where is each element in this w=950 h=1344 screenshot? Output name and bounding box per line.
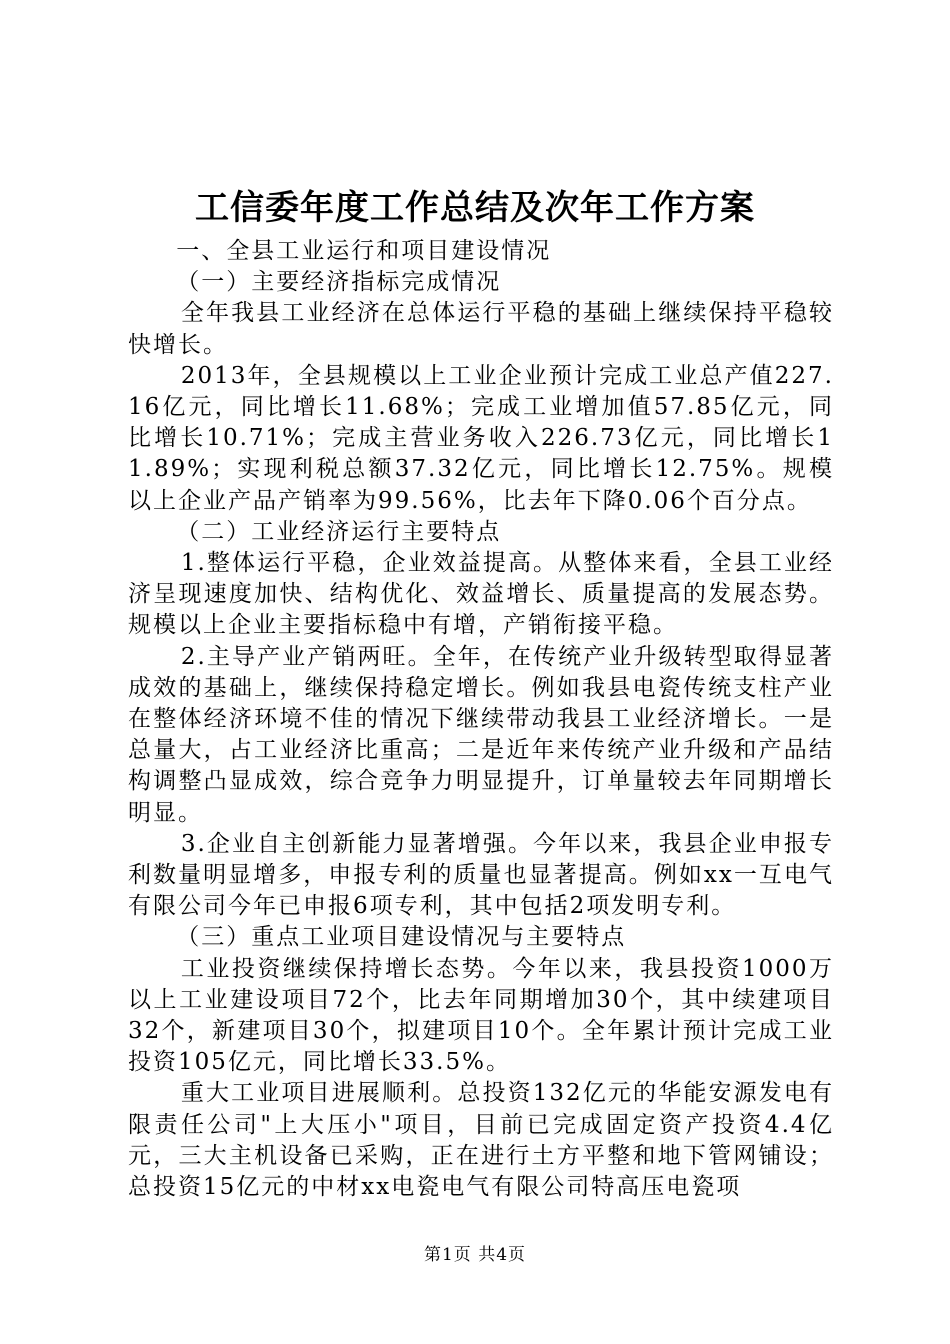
- paragraph: 全年我县工业经济在总体运行平稳的基础上继续保持平稳较快增长。: [128, 300, 834, 358]
- paragraph: 2013年，全县规模以上工业企业预计完成工业总产值227.16亿元，同比增长11.68%；完成工业增加值57.85亿元，同比增长10.71%；完成主营业务收入226.73亿元，同比增长11.89%；实现利税总额37.32亿元，同比增长12.75%。规模以上企业产品产销率为99.56%，比去年下降0.06个百分点。: [128, 362, 834, 514]
- paragraph: 重大工业项目进展顺利。总投资132亿元的华能安源发电有限责任公司"上大压小"项目，目前已完成固定资产投资4.4亿元，三大主机设备已采购，正在进行土方平整和地下管网铺设；总投资15亿元的中材xx电瓷电气有限公司特高压电瓷项: [128, 1080, 834, 1201]
- subsection-heading: （二）工业经济运行主要特点: [176, 518, 502, 545]
- paragraph: 工业投资继续保持增长态势。今年以来，我县投资1000万以上工业建设项目72个，比去年同期增加30个，其中续建项目32个，新建项目30个，拟建项目10个。全年累计预计完成工业投资105亿元，同比增长33.5%。: [128, 955, 834, 1076]
- paragraph: 2.主导产业产销两旺。全年，在传统产业升级转型取得显著成效的基础上，继续保持稳定增长。例如我县电瓷传统支柱产业在整体经济环境不佳的情况下继续带动我县工业经济增长。一是总量大，占工业经济比重高；二是近年来传统产业升级和产品结构调整凸显成效，综合竞争力明显提升，订单量较去年同期增长明显。: [128, 643, 834, 826]
- subsection-heading: （三）重点工业项目建设情况与主要特点: [176, 924, 627, 951]
- section-heading: 一、全县工业运行和项目建设情况: [176, 238, 552, 264]
- document-body: [128, 236, 834, 1203]
- paragraph: 3.企业自主创新能力显著增强。今年以来，我县企业申报专利数量明显增多，申报专利的质量也显著提高。例如xx一互电气有限公司今年已申报6项专利，其中包括2项发明专利。: [128, 830, 834, 920]
- paragraph: 1.整体运行平稳，企业效益提高。从整体来看，全县工业经济呈现速度加快、结构优化、效益增长、质量提高的发展态势。规模以上企业主要指标稳中有增，产销衔接平稳。: [128, 550, 834, 639]
- subsection-heading: （一）主要经济指标完成情况: [176, 269, 502, 296]
- page-number: 第1页 共4页: [423, 1245, 527, 1265]
- document-title: 工信委年度工作总结及次年工作方案: [195, 188, 755, 228]
